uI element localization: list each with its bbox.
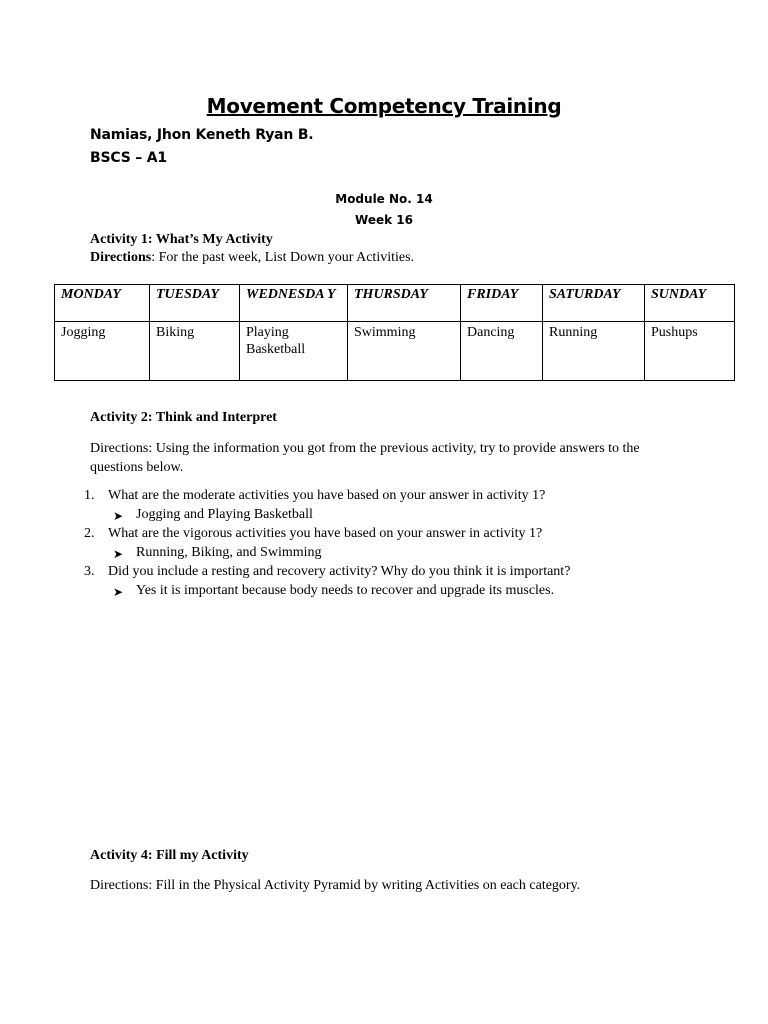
arrow-bullet-icon: ➤ — [113, 509, 124, 523]
module-number: Module No. 14 — [335, 192, 433, 206]
table-header-cell: THURSDAY — [348, 285, 461, 322]
table-header-cell: FRIDAY — [461, 285, 543, 322]
directions-text: : For the past week, List Down your Activities. — [151, 250, 415, 265]
student-name: Namias, Jhon Keneth Ryan B. — [90, 127, 314, 143]
table-header-cell: WEDNESDA Y — [240, 285, 348, 322]
table-cell: Running — [543, 322, 645, 381]
table-cell: Pushups — [645, 322, 735, 381]
answer-text: Yes it is important because body needs to recover and upgrade its muscles. — [136, 583, 555, 598]
table-cell: Playing Basketball — [240, 322, 348, 381]
directions-label: Directions — [90, 250, 152, 265]
table-header-cell: SUNDAY — [645, 285, 735, 322]
question-text: Did you include a resting and recovery activity? Why do you think it is important? — [108, 564, 571, 579]
answer-text: Running, Biking, and Swimming — [136, 545, 322, 560]
student-section: BSCS – A1 — [90, 150, 167, 166]
table-header-cell: TUESDAY — [150, 285, 240, 322]
table-cell: Jogging — [55, 322, 150, 381]
activity1-directions — [90, 250, 414, 266]
arrow-bullet-icon: ➤ — [113, 585, 124, 599]
table-header-cell: MONDAY — [55, 285, 150, 322]
week-number: Week 16 — [355, 213, 413, 227]
question-text: What are the vigorous activities you have based on your answer in activity 1? — [108, 526, 543, 541]
activity2-directions: Directions: Using the information you got from the previous activity, try to provide answers to the questions below. — [90, 441, 640, 475]
table-header-cell: SATURDAY — [543, 285, 645, 322]
table-row — [55, 322, 735, 381]
arrow-bullet-icon: ➤ — [113, 547, 124, 561]
table-cell: Dancing — [461, 322, 543, 381]
activity-table — [54, 284, 735, 381]
table-cell: Biking — [150, 322, 240, 381]
activity4-title: Activity 4: Fill my Activity — [90, 848, 249, 863]
question-number: 1. — [84, 488, 95, 503]
question-text: What are the moderate activities you have based on your answer in activity 1? — [108, 488, 546, 503]
table-header-row — [55, 285, 735, 322]
activity1-title: Activity 1: What’s My Activity — [90, 232, 273, 247]
question-number: 3. — [84, 564, 95, 579]
question-number: 2. — [84, 526, 95, 541]
activity4-directions: Directions: Fill in the Physical Activity Pyramid by writing Activities on each category. — [90, 878, 581, 893]
answer-text: Jogging and Playing Basketball — [136, 507, 313, 522]
activity2-title: Activity 2: Think and Interpret — [90, 410, 277, 425]
table-cell: Swimming — [348, 322, 461, 381]
document-title: Movement Competency Training — [206, 94, 562, 118]
